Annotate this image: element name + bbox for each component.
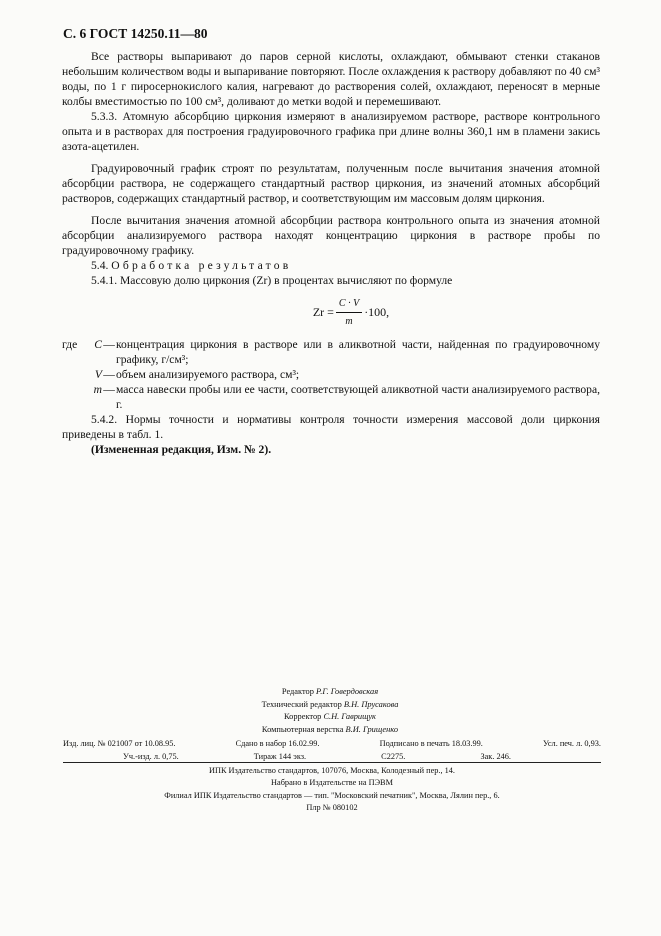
publication-field: Подписано в печать 18.03.99. <box>379 739 483 748</box>
definition-text: объем анализируемого раствора, см³; <box>116 368 300 381</box>
publication-field: Тираж 144 экз. <box>253 751 307 761</box>
definition-dash: — <box>103 368 115 381</box>
definition-symbol: C <box>94 338 102 351</box>
credit-line <box>200 699 460 712</box>
credit-name: В.И. Грищенко <box>345 724 399 734</box>
section-title: Обработка результатов <box>111 259 292 272</box>
editorial-credits <box>200 686 460 736</box>
credit-line <box>200 724 460 737</box>
definition-item <box>62 367 600 382</box>
definition-dash: — <box>103 383 115 396</box>
paragraph-sulfuric-evaporation: Все растворы выпаривают до паров серной кислоты, охлаждают, обмывают стенки стаканов небольшим количеством воды и выпаривание повторяют. После охлаждения к раствору добавляют по 40 см³ воды, по 1 г пиросернокислого калия, нагревают до растворения солей, охлаждают, переносят в мерные колбы вместимостью по 100 см³, доливают до метки водой и перемешивают. <box>62 50 600 108</box>
printer-line: Филиал ИПК Издательство стандартов — тип. "Московский печатник", Москва, Лялин пер., 6. <box>164 790 500 800</box>
document-body <box>62 49 600 457</box>
definition-dash: — <box>103 338 115 351</box>
credit-role: Редактор <box>281 687 314 696</box>
section-number: 5.4. <box>91 259 109 272</box>
credit-line <box>200 686 460 699</box>
publication-field: Сдано в набор 16.02.99. <box>235 739 320 748</box>
definition-text: масса навески пробы или ее части, соответствующей аликвотной части анализируемого раствора, г. <box>116 383 600 411</box>
publication-field: Уч.-изд. л. 0,75. <box>123 751 179 761</box>
printer-line: Набрано в Издательстве на ПЭВМ <box>271 778 393 788</box>
credit-name: В.Н. Прусакова <box>343 699 399 709</box>
printer-line: Плр № 080102 <box>306 802 358 812</box>
formula-definitions <box>62 337 600 412</box>
publication-field: Изд. лиц. № 021007 от 10.08.95. <box>63 739 176 748</box>
page-header: С. 6 ГОСТ 14250.11—80 <box>63 26 208 41</box>
section-heading-5-4 <box>62 258 600 273</box>
credit-name: Р.Г. Говердовская <box>316 687 379 696</box>
formula-lhs: Zr = <box>312 305 334 319</box>
divider <box>63 762 601 763</box>
definition-item <box>62 337 600 367</box>
paragraph-5-4-2: 5.4.2. Нормы точности и нормативы контроля точности измерения массовой доли циркония приведены в табл. 1. <box>62 413 600 441</box>
definition-symbol: V <box>94 368 102 381</box>
publication-field: Усл. печ. л. 0,93. <box>543 739 601 748</box>
printer-line: ИПК Издательство стандартов, 107076, Москва, Колодезный пер., 14. <box>208 766 456 775</box>
credit-role: Корректор <box>284 712 322 721</box>
paragraph-5-3-3: 5.3.3. Атомную абсорбцию циркония измеряют в анализируемом растворе, растворе контрольного опыта и в растворах для построения градуировочного графика при длине волны 360,1 нм в пламени закись азота-ацетилен. <box>62 110 600 153</box>
formula-numerator: C · V <box>336 296 362 313</box>
definitions-lead: где <box>62 338 78 351</box>
credit-line <box>200 711 460 724</box>
credit-role: Компьютерная верстка <box>261 724 344 734</box>
paragraph-5-4-1: 5.4.1. Массовую долю циркония (Zr) в процентах вычисляют по формуле <box>91 274 453 287</box>
definition-text: концентрация циркония в растворе или в аликвотной части, найденная по градуировочному графику, г/см³; <box>116 338 600 366</box>
zirconium-formula <box>102 296 600 329</box>
printer-info <box>63 765 601 814</box>
credit-name: С.Н. Гаврищук <box>323 712 376 721</box>
publication-field: С2275. <box>381 751 406 761</box>
amendment-note: (Измененная редакция, Изм. № 2). <box>91 443 272 456</box>
definition-symbol: m <box>93 383 102 396</box>
formula-denominator: m <box>345 316 353 327</box>
credit-role: Технический редактор <box>261 699 342 709</box>
publication-field: Зак. 246. <box>480 751 511 761</box>
paragraph-calibration-graph: Градуировочный график строят по результатам, полученным после вычитания значения атомной абсорбции раствора, не содержащего стандартный раствор циркония, из значений атомных абсорбций растворов, содержащих стандартный раствор, и соответствующим им массовым долям циркония. <box>62 162 600 205</box>
formula-rhs: ·100, <box>364 305 390 319</box>
publication-info <box>63 738 601 763</box>
formula-fraction <box>336 296 362 329</box>
paragraph-control-subtraction: После вычитания значения атомной абсорбции раствора контрольного опыта из значения атомной абсорбции анализируемого раствора находят концентрацию циркония в растворе пробы по градуировочному графику. <box>62 214 600 257</box>
definition-item <box>62 382 600 412</box>
publication-row <box>63 738 601 751</box>
